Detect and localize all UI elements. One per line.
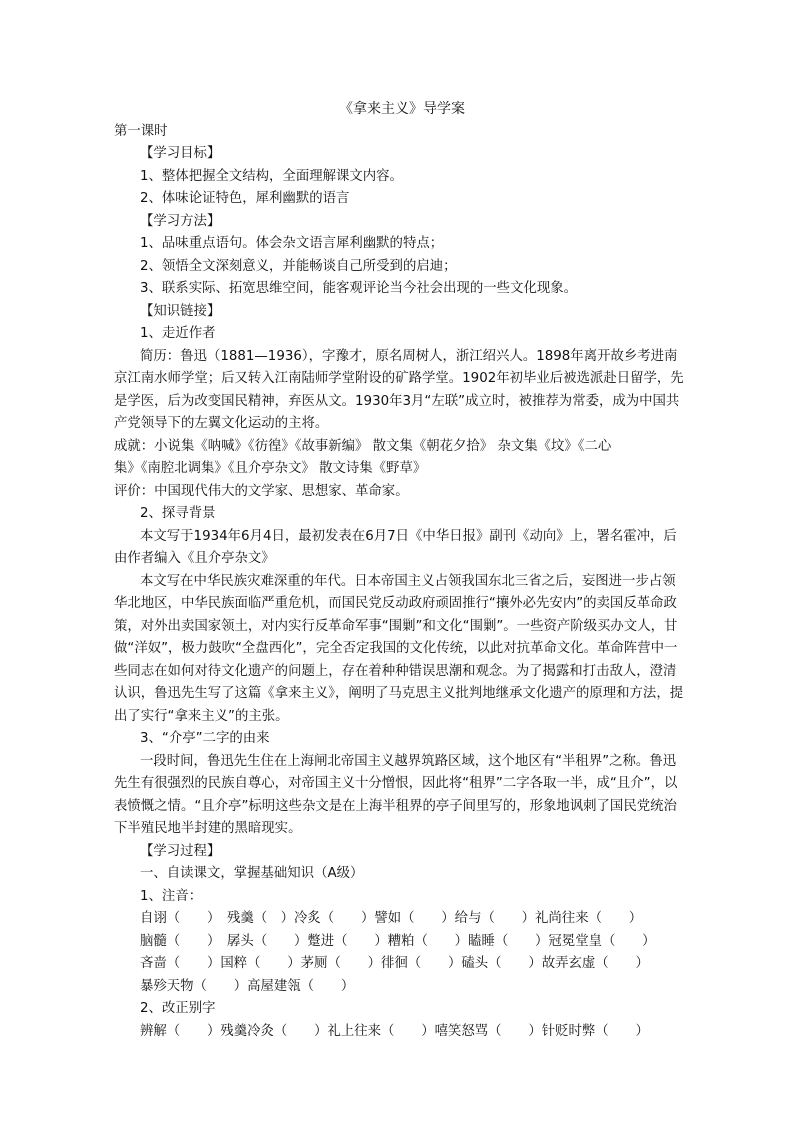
background-para-2: 本文写在中华民族灾难深重的年代。日本帝国主义占领我国东北三省之后，妄图进一步占领华北地区，中华民族面临严重危机，而国民党反动政府顽固推行“攘外必先安内”的卖国反革命政策，对外出卖国家领土，对内实行反革命军事“围剿”和文化“围剿”。一些资产阶级买办文人，甘做“洋奴”，极力鼓吹“全盘西化”，完全否定我国的文化传统，以此对抗革命文化。革命阵营中一些同志在如何对待文化遗产的问题上，存在着种种错误思潮和观念。为了揭露和打击敌人，澄清认识，鲁迅先生写了这篇《拿来主义》，阐明了马克思主义批判地继承文化遗产的原理和方法，提出了实行“拿来主义”的主张。 — [114, 573, 684, 724]
document-page — [114, 98, 686, 1043]
method-3: 3、联系实际、拓宽思维空间，能客观评论当今社会出现的一些文化现象。 — [140, 281, 578, 296]
method-2: 2、领悟全文深刻意义，并能畅谈自己所受到的启迪； — [140, 258, 457, 274]
goal-2: 2、体味论证特色，犀利幽默的语言 — [140, 191, 350, 206]
author-bio: 简历：鲁迅（1881—1936），字豫才，原名周树人，浙江绍兴人。1898年离开故乡考进南京江南水师学堂；后又转入江南陆师学堂附设的矿路学堂。1902年初毕业后被选派赴日留学，先是学医，后为改变国民精神，弃医从文。1930年3月“左联”成立时，被推荐为常委，成为中国共产党领导下的左翼文化运动的主将。 — [114, 348, 684, 431]
section-head-methods: 【学习方法】 — [140, 213, 221, 229]
author-review: 评价：中国现代伟大的文学家、思想家、革命家。 — [114, 483, 409, 499]
section-head-goals: 【学习目标】 — [140, 146, 221, 161]
pinyin-head: 1、注音： — [140, 888, 203, 904]
pinyin-row-4: 暴殄天物（ ）高屋建瓴（ ） — [140, 978, 355, 994]
task-1: 一、自读课文，掌握基础知识（A级） — [140, 866, 364, 881]
section-head-links: 【知识链接】 — [140, 303, 221, 319]
background-head: 2、探寻背景 — [140, 506, 216, 521]
author-works-line-2: 集》《南腔北调集》《且介亭杂文》 散文诗集《野草》 — [114, 461, 427, 476]
pinyin-row-3: 吝啬（ ）国粹（ ）茅厕（ ）徘徊（ ）磕头（ ）故弄玄虚（ ） — [140, 956, 649, 971]
goal-1: 1、整体把握全文结构，全面理解课文内容。 — [140, 168, 403, 184]
jieting-head: 3、“介亭”二字的由来 — [140, 731, 270, 746]
period-label: 第一课时 — [114, 123, 168, 139]
jieting-para: 一段时间，鲁迅先生住在上海闸北帝国主义越界筑路区域，这个地区有“半租界”之称。鲁迅先生有很强烈的民族自尊心，对帝国主义十分憎恨，因此将“租界”二字各取一半，成“且介”，以表愤慨之情。“且介亭”标明这些杂文是在上海半租界的亭子间里写的，形象地讽刺了国民党统治下半殖民地半封建的黑暗现实。 — [114, 753, 678, 836]
background-para-1: 本文写于1934年6月4日，最初发表在6月7日《中华日报》副刊《动向》上，署名霍冲，后由作者编入《且介亭杂文》 — [114, 528, 677, 566]
author-works-line-1: 成就：小说集《呐喊》《彷徨》《故事新编》 散文集《朝花夕拾》 杂文集《坟》《二心 — [114, 438, 612, 454]
doc-title: 《拿来主义》导学案 — [339, 101, 465, 117]
section-head-process: 【学习过程】 — [140, 843, 221, 859]
pinyin-row-1: 自诩（ ） 残羹（ ）冷炙（ ）譬如（ ）给与（ ）礼尚往来（ ） — [140, 911, 643, 926]
author-head: 1、走近作者 — [140, 326, 216, 341]
typo-row-1: 辨解（ ）残羹冷灸（ ）礼上往来（ ）嘻笑怒骂（ ）针贬时弊（ ） — [140, 1023, 649, 1039]
method-1: 1、品味重点语句。体会杂文语言犀利幽默的特点； — [140, 236, 444, 251]
pinyin-row-2: 脑髓（ ） 孱头（ ）蹩进（ ）糟粕（ ）瞌睡（ ）冠冕堂皇（ ） — [140, 933, 656, 949]
typo-head: 2、改正别字 — [140, 1001, 216, 1016]
